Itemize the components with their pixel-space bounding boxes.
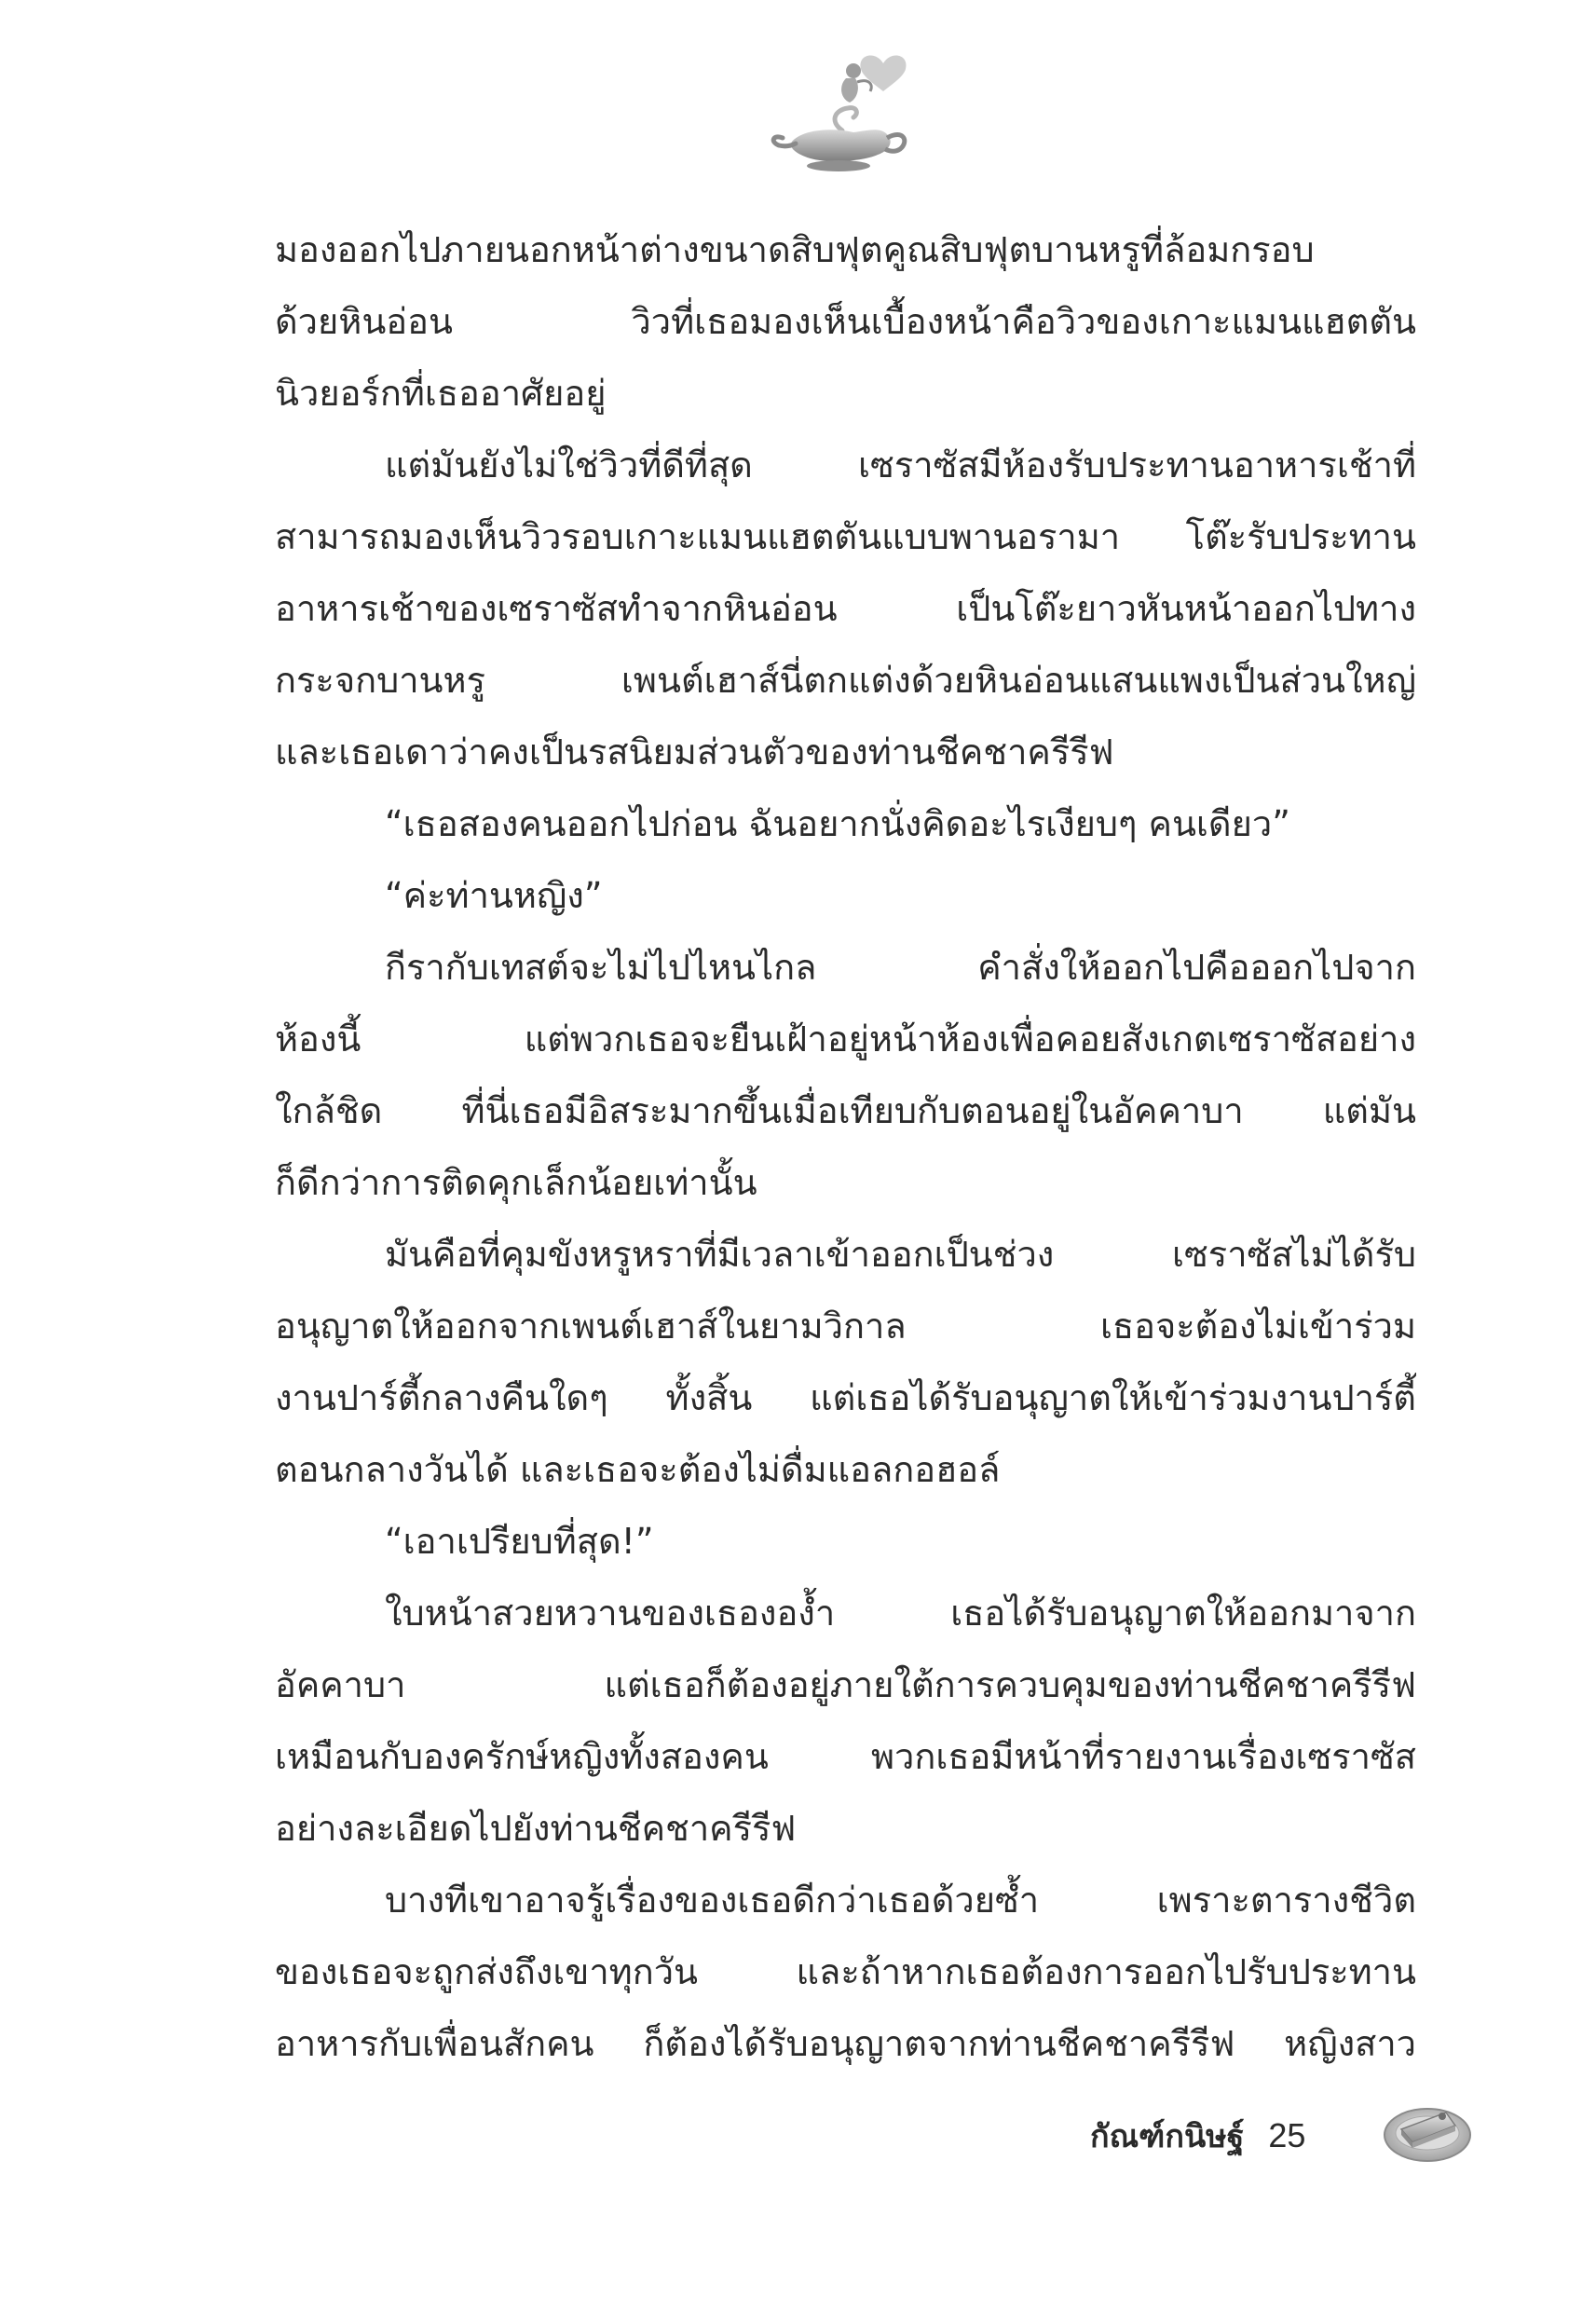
text-line: แต่มันยังไม่ใช่วิวที่ดีที่สุด เซราซัสมีห้องรับประทานอาหารเช้าที่ [385,444,1416,485]
text-line: อนุญาตให้ออกจากเพนต์เฮาส์ในยามวิกาล เธอจะต้องไม่เข้าร่วม [275,1306,1416,1347]
text-line: อย่างละเอียดไปยังท่านชีคชาครีรีฟ [275,1808,797,1849]
text-line: บางทีเขาอาจรู้เรื่องของเธอดีกว่าเธอด้วยซ้ำ เพราะตารางชีวิต [385,1880,1416,1921]
text-line: สามารถมองเห็นวิวรอบเกาะแมนแฮตตันแบบพานอรามา โต๊ะรับประทาน [275,516,1416,557]
text-line: ของเธอจะถูกส่งถึงเขาทุกวัน และถ้าหากเธอต้องการออกไปรับประทาน [275,1951,1416,1992]
magic-lamp-ornament-icon [764,45,922,175]
text-line: นิวยอร์กที่เธออาศัยอยู่ [275,373,607,414]
page-footer [1090,2108,1305,2164]
text-line: งานปาร์ตี้กลางคืนใดๆ ทั้งสิ้น แต่เธอได้รับอนุญาตให้เข้าร่วมงานปาร์ตี้ [275,1377,1416,1418]
text-line: “เธอสองคนออกไปก่อน ฉันอยากนั่งคิดอะไรเงียบๆ คนเดียว” [385,803,1290,844]
text-line: ใกล้ชิด ที่นี่เธอมีอิสระมากขึ้นเมื่อเทียบกับตอนอยู่ในอัคคาบา แต่มัน [275,1090,1416,1131]
text-line: ตอนกลางวันได้ และเธอจะต้องไม่ดื่มแอลกอฮอล์ [275,1449,1001,1490]
text-line: ห้องนี้ แต่พวกเธอจะยืนเฝ้าอยู่หน้าห้องเพื่อคอยสังเกตเซราซัสอย่าง [275,1019,1416,1060]
text-line: ด้วยหินอ่อน วิวที่เธอมองเห็นเบื้องหน้าคือวิวของเกาะแมนแฮตตัน [275,301,1416,342]
text-line: อัคคาบา แต่เธอก็ต้องอยู่ภายใต้การควบคุมของท่านชีคชาครีรีฟ [275,1664,1416,1705]
text-line: มันคือที่คุมขังหรูหราที่มีเวลาเข้าออกเป็นช่วง เซราซัสไม่ได้รับ [385,1234,1416,1275]
text-line: มองออกไปภายนอกหน้าต่างขนาดสิบฟุตคูณสิบฟุตบานหรูที่ล้อมกรอบ [275,229,1315,270]
page-number: 25 [1268,2116,1306,2154]
book-title: กัณฑ์กนิษฐ์ [1090,2118,1245,2155]
body-text [275,214,1416,2080]
text-line: อาหารกับเพื่อนสักคน ก็ต้องได้รับอนุญาตจากท่านชีคชาครีรีฟ หญิงสาว [275,2023,1416,2064]
text-line: กระจกบานหรู เพนต์เฮาส์นี่ตกแต่งด้วยหินอ่อนแสนแพงเป็นส่วนใหญ่ [275,660,1416,701]
text-line: เหมือนกับองครักษ์หญิงทั้งสองคน พวกเธอมีหน้าที่รายงานเรื่องเซราซัส [275,1736,1416,1777]
text-line: “ค่ะท่านหญิง” [385,875,603,916]
text-line: ใบหน้าสวยหวานของเธององ้ำ เธอได้รับอนุญาตให้ออกมาจาก [385,1593,1416,1634]
text-line: ก็ดีกว่าการติดคุกเล็กน้อยเท่านั้น [275,1162,757,1203]
text-line: อาหารเช้าของเซราซัสทำจากหินอ่อน เป็นโต๊ะยาวหันหน้าออกไปทาง [275,588,1416,629]
text-line: “เอาเปรียบที่สุด!” [385,1521,654,1562]
cake-slice-ornament-icon [1381,2092,1474,2165]
text-line: กีรากับเทสต์จะไม่ไปไหนไกล คำสั่งให้ออกไปคือออกไปจาก [385,947,1416,988]
text-line: และเธอเดาว่าคงเป็นรสนิยมส่วนตัวของท่านชีคชาครีรีฟ [275,732,1114,773]
